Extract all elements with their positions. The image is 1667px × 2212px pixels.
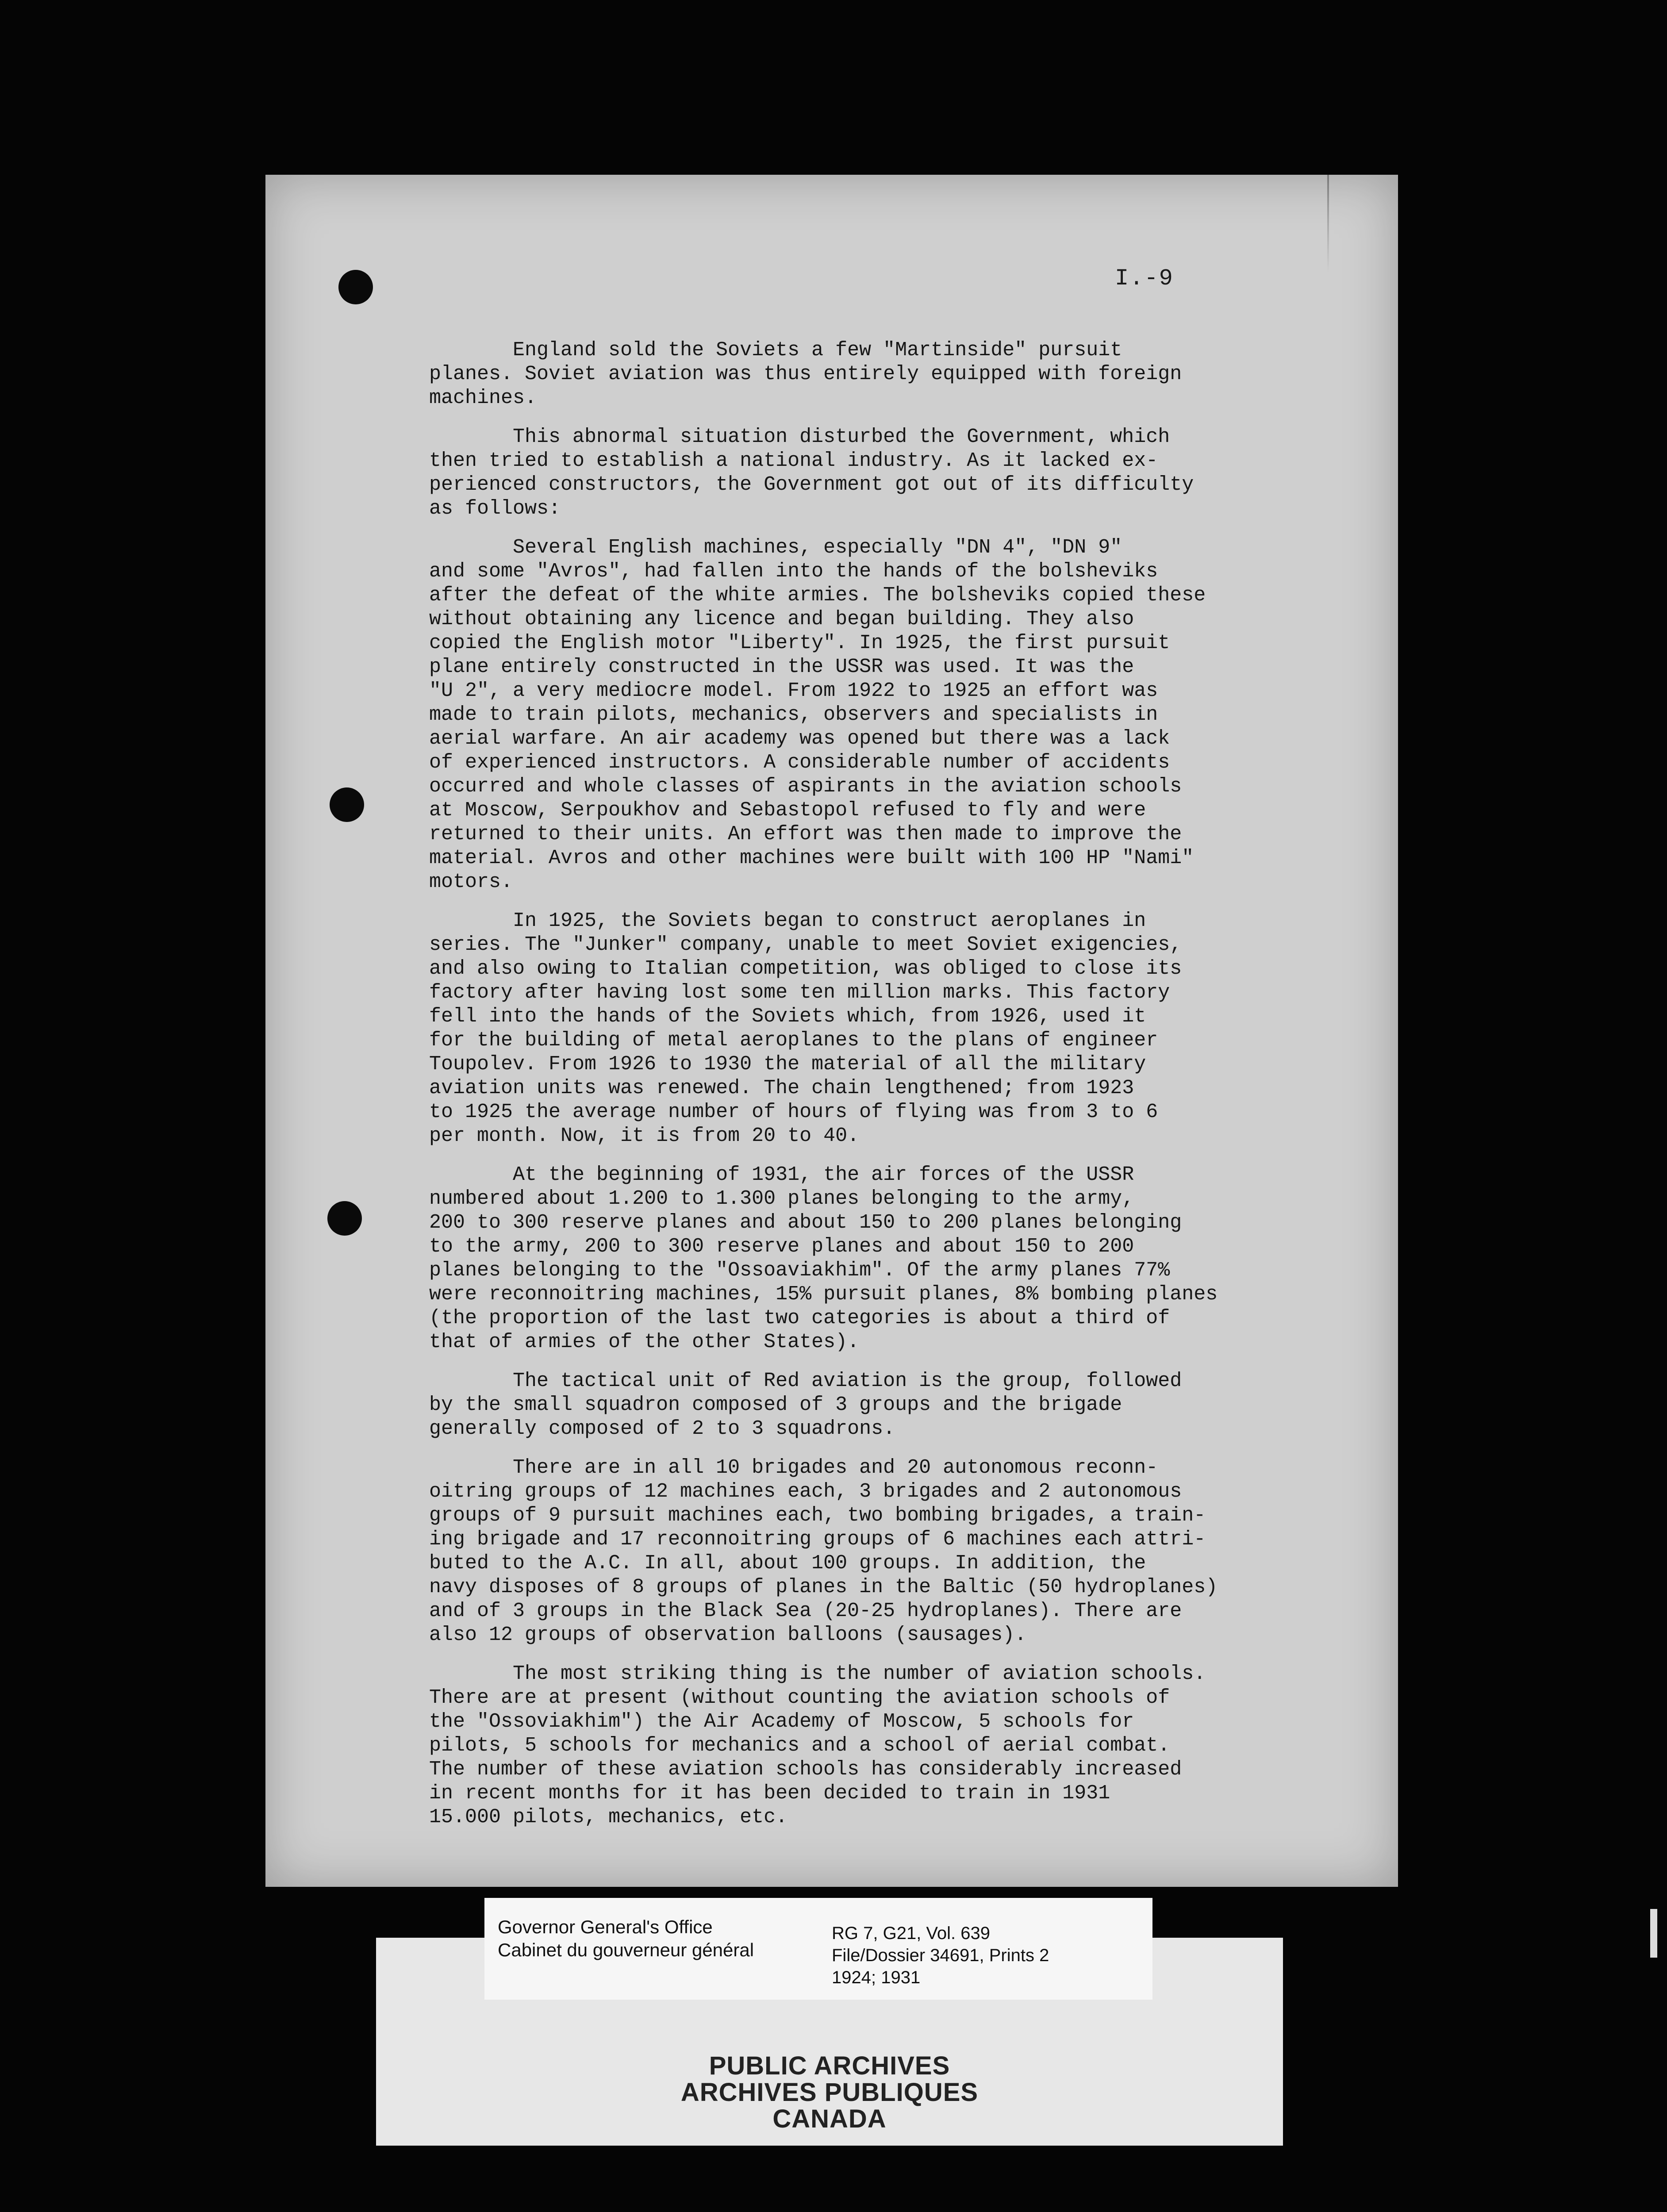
archive-label-card (484, 1898, 1152, 2000)
archives-line-1: PUBLIC ARCHIVES (709, 2051, 950, 2080)
archive-reference (832, 1922, 1049, 1989)
office-french: Cabinet du gouverneur général (498, 1939, 754, 1960)
office-english: Governor General's Office (498, 1916, 713, 1937)
document-body (429, 338, 1363, 1844)
paragraph-2: This abnormal situation disturbed the Government, which then tried to establish a national industry. As it lacked ex- perienced constructors, the Government got out of its difficulty as follows: (429, 426, 1194, 520)
archive-office (498, 1916, 754, 1962)
paragraph-4: In 1925, the Soviets began to construct aeroplanes in series. The "Junker" company, unable to meet Soviet exigencies, and also owing to Italian competition, was obliged to close its factory after having lost some ten million marks. This factory fell into the hands of the Soviets which, from 1926, used it for the building of metal aeroplanes to the plans of engineer Toupolev. From 1926 to 1930 the material of all the military aviation units was renewed. The chain lengthened; from 1923 to 1925 the average number of hours of flying was from 3 to 6 per month. Now, it is from 20 to 40. (429, 910, 1182, 1147)
paragraph-7: There are in all 10 brigades and 20 autonomous reconn- oitring groups of 12 machines each, 3 brigades and 2 autonomous groups of 9 pursuit machines each, two bombing brigades, a train- ing brigade and 17 reconnoitring groups of 6 machines each attri- buted to the A.C. In all, about 100 groups. In addition, the navy disposes of 8 groups of planes in the Baltic (50 hydroplanes) and of 3 groups in the Black Sea (20-25 hydroplanes). There are also 12 groups of observation balloons (sausages). (429, 1456, 1218, 1646)
page-number: I.-9 (1115, 265, 1174, 292)
document-page (265, 175, 1398, 1887)
paragraph-6: The tactical unit of Red aviation is the group, followed by the small squadron composed of 3 groups and the brigade generally composed of 2 to 3 squadrons. (429, 1370, 1182, 1440)
punch-hole-middle (330, 787, 364, 822)
paragraph-5: At the beginning of 1931, the air forces of the USSR numbered about 1.200 to 1.300 planes belonging to the army, 200 to 300 reserve planes and about 150 to 200 planes belonging to the army, 200 to 300 reserve planes and about 150 to 200 planes belonging to the "Ossoaviakhim". Of the army planes 77% were reconnoitring machines, 15% pursuit planes, 8% bombing planes (the proportion of the last two categories is about a third of that of armies of the other States). (429, 1164, 1218, 1353)
archives-line-3: CANADA (772, 2104, 887, 2133)
paper-crease (1327, 175, 1329, 272)
film-edge-mark (1650, 1909, 1657, 1958)
paragraph-3: Several English machines, especially "DN 4", "DN 9" and some "Avros", had fallen into the hands of the bolsheviks after the defeat of the white armies. The bolsheviks copied these without obtaining any licence and began building. They also copied the English motor "Liberty". In 1925, the first pursuit plane entirely constructed in the USSR was used. It was the "U 2", a very mediocre model. From 1922 to 1925 an effort was made to train pilots, mechanics, observers and specialists in aerial warfare. An air academy was opened but there was a lack of experienced instructors. A considerable number of accidents occurred and whole classes of aspirants in the aviation schools at Moscow, Serpoukhov and Sebastopol refused to fly and were returned to their units. An effort was then made to improve the material. Avros and other machines were built with 100 HP "Nami" motors. (429, 536, 1206, 893)
punch-hole-top (338, 270, 373, 304)
punch-hole-bottom (327, 1201, 362, 1236)
file-dossier: File/Dossier 34691, Prints 2 (832, 1946, 1049, 1965)
record-group: RG 7, G21, Vol. 639 (832, 1924, 990, 1943)
paragraph-1: England sold the Soviets a few "Martinside" pursuit planes. Soviet aviation was thus entirely equipped with foreign machines. (429, 339, 1182, 409)
archives-line-2: ARCHIVES PUBLIQUES (680, 2078, 979, 2107)
archives-stamp (376, 2053, 1283, 2132)
paragraph-8: The most striking thing is the number of aviation schools. There are at present (without counting the aviation schools of the "Ossoviakhim") the Air Academy of Moscow, 5 schools for pilots, 5 schools for mechanics and a school of aerial combat. The number of these aviation schools has considerably increased in recent months for it has been decided to train in 1931 15.000 pilots, mechanics, etc. (429, 1663, 1206, 1828)
record-dates: 1924; 1931 (832, 1968, 921, 1987)
